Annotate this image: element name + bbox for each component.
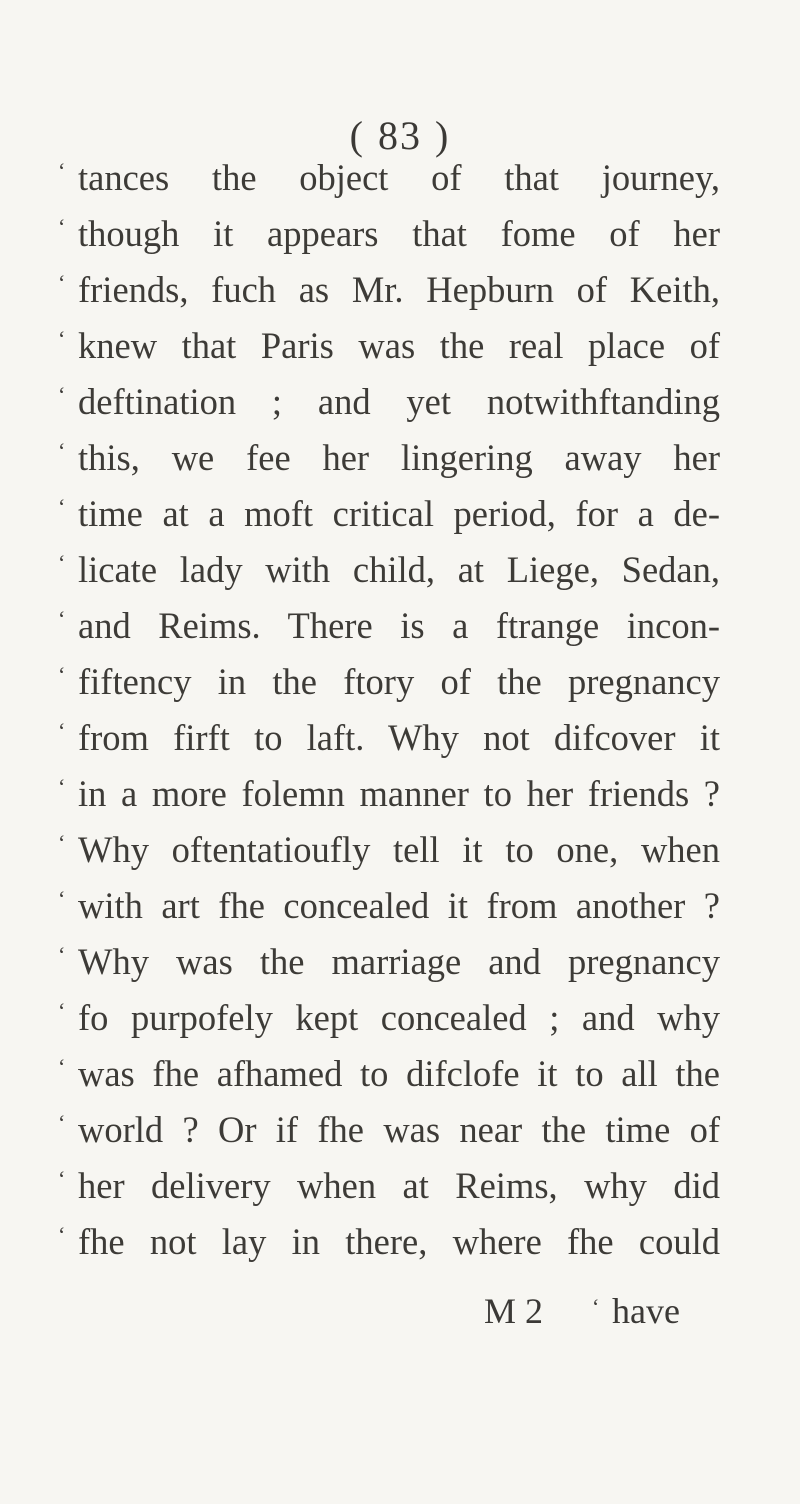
line-text: was fhe afhamed to difclofe it to all the	[78, 1053, 720, 1094]
line-text: deftination ; and yet notwithftanding	[78, 381, 720, 422]
text-line	[0, 600, 800, 656]
line-text: Why was the marriage and pregnancy	[78, 941, 720, 982]
text-line	[0, 768, 800, 824]
text-line	[0, 1160, 800, 1216]
text-line	[0, 264, 800, 320]
page-number: 83	[378, 113, 422, 158]
signature-mark: M 2	[484, 1291, 544, 1331]
quote-mark: ‘	[592, 1294, 600, 1319]
quote-mark: ‘	[58, 550, 66, 575]
quote-mark: ‘	[58, 942, 66, 967]
line-text: though it appears that fome of her	[78, 213, 720, 254]
text-line	[0, 208, 800, 264]
text-line	[0, 432, 800, 488]
text-line	[0, 1216, 800, 1272]
quote-mark: ‘	[58, 1166, 66, 1191]
paren-close: )	[435, 113, 451, 158]
text-line	[0, 320, 800, 376]
quote-mark: ‘	[58, 998, 66, 1023]
quote-mark: ‘	[58, 886, 66, 911]
line-text: Why oftentatioufly tell it to one, when	[78, 829, 720, 870]
line-text: and Reims. There is a ftrange incon-	[78, 605, 720, 646]
quote-mark: ‘	[58, 326, 66, 351]
quote-mark: ‘	[58, 1110, 66, 1135]
text-line	[0, 1048, 800, 1104]
line-text: fhe not lay in there, where fhe could	[78, 1221, 720, 1262]
text-line	[0, 824, 800, 880]
quote-mark: ‘	[58, 830, 66, 855]
text-line	[0, 152, 800, 208]
quote-mark: ‘	[58, 606, 66, 631]
text-line	[0, 376, 800, 432]
quote-mark: ‘	[58, 158, 66, 183]
line-text: in a more folemn manner to her friends ?	[78, 773, 720, 814]
quote-mark: ‘	[58, 662, 66, 687]
paren-open: (	[349, 113, 365, 158]
page-footer	[0, 1290, 800, 1350]
line-text: fo purpofely kept concealed ; and why	[78, 997, 720, 1038]
quote-mark: ‘	[58, 774, 66, 799]
line-text: friends, fuch as Mr. Hepburn of Keith,	[78, 269, 720, 310]
line-text: fiftency in the ftory of the pregnancy	[78, 661, 720, 702]
quote-mark: ‘	[58, 718, 66, 743]
text-line	[0, 880, 800, 936]
line-text: time at a moft critical period, for a de-	[78, 493, 720, 534]
line-text: with art fhe concealed it from another ?	[78, 885, 720, 926]
line-text: tances the object of that journey,	[78, 157, 720, 198]
text-line	[0, 656, 800, 712]
text-line	[0, 544, 800, 600]
quote-mark: ‘	[58, 1222, 66, 1247]
text-line	[0, 992, 800, 1048]
line-text: licate lady with child, at Liege, Sedan,	[78, 549, 720, 590]
line-text: her delivery when at Reims, why did	[78, 1165, 720, 1206]
catchword: have	[612, 1291, 680, 1331]
text-line	[0, 936, 800, 992]
quote-mark: ‘	[58, 382, 66, 407]
text-line	[0, 1104, 800, 1160]
line-text: world ? Or if fhe was near the time of	[78, 1109, 720, 1150]
quote-mark: ‘	[58, 214, 66, 239]
quote-mark: ‘	[58, 1054, 66, 1079]
quote-mark: ‘	[58, 270, 66, 295]
line-text: knew that Paris was the real place of	[78, 325, 720, 366]
text-line	[0, 488, 800, 544]
text-line	[0, 712, 800, 768]
quote-mark: ‘	[58, 438, 66, 463]
line-text: from firft to laft. Why not difcover it	[78, 717, 720, 758]
quote-mark: ‘	[58, 494, 66, 519]
line-text: this, we fee her lingering away her	[78, 437, 720, 478]
